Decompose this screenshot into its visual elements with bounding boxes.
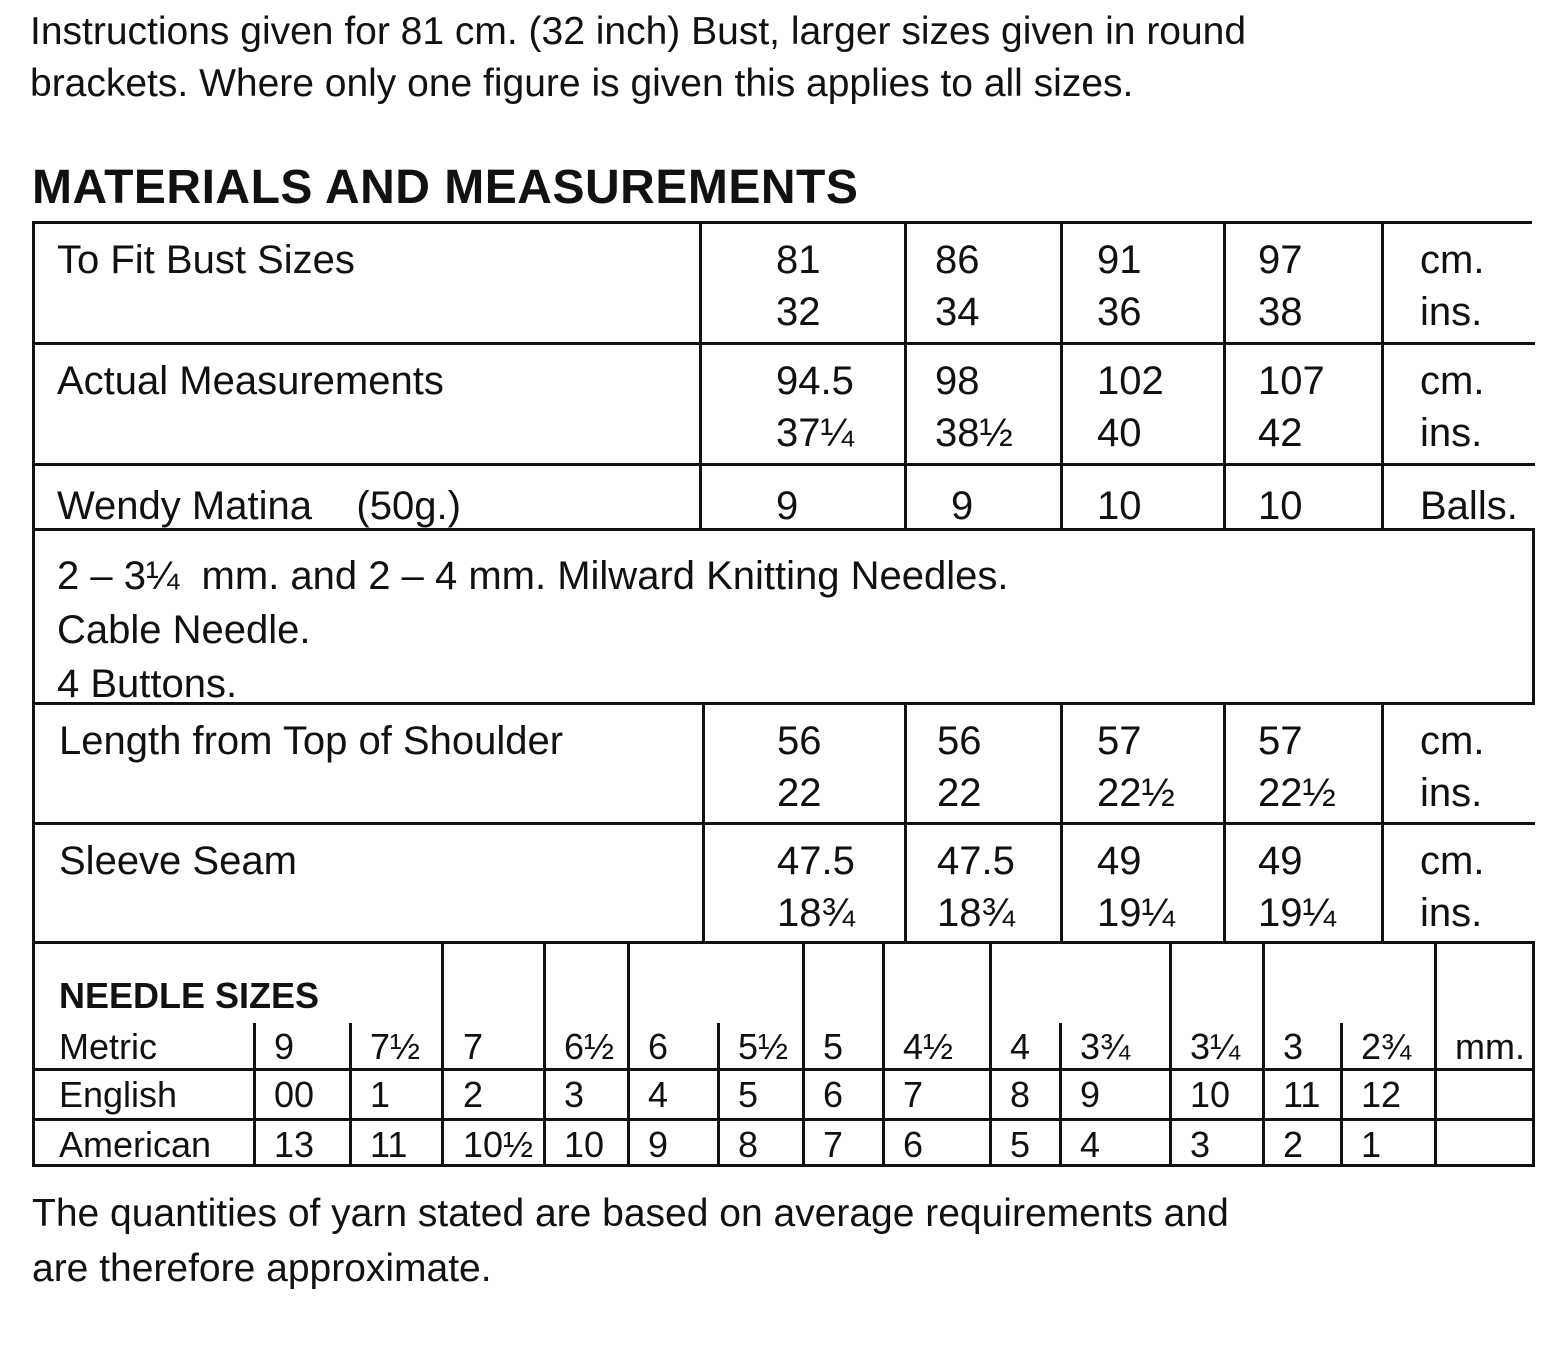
length-size-4 — [1223, 705, 1381, 822]
bust-size-1-ins: 32 — [776, 290, 821, 334]
materials-cable-needle: Cable Needle. — [57, 608, 311, 652]
needle-american-12: 2 — [1283, 1124, 1304, 1165]
needle-english-6: 5 — [738, 1074, 759, 1115]
length-size-2-cm: 56 — [937, 719, 982, 763]
actual-size-2-cm: 98 — [935, 359, 980, 403]
row-sleeve — [35, 825, 1535, 944]
sleeve-size-1-ins: 18¾ — [777, 891, 855, 935]
needle-american-8: 6 — [903, 1124, 924, 1165]
sleeve-size-1-cm: 47.5 — [777, 839, 855, 883]
sleeve-size-2-cm: 47.5 — [937, 839, 1015, 883]
needle-american-6: 8 — [738, 1124, 759, 1165]
needle-english-13: 12 — [1361, 1074, 1402, 1115]
row-length — [35, 705, 1535, 825]
actual-size-1-ins: 37¼ — [776, 411, 854, 455]
sleeve-size-4-cm: 49 — [1258, 839, 1303, 883]
needle-american-10: 4 — [1080, 1124, 1101, 1165]
needle-american-7: 7 — [823, 1124, 844, 1165]
bust-unit-ins: ins. — [1420, 290, 1483, 334]
length-units — [1381, 705, 1535, 822]
actual-unit-ins: ins. — [1420, 411, 1483, 455]
needle-american-3: 10½ — [463, 1124, 534, 1165]
length-size-3-ins: 22½ — [1097, 771, 1175, 815]
actual-size-2 — [904, 345, 1060, 463]
needle-english-2: 1 — [370, 1074, 391, 1115]
needle-american-5: 9 — [648, 1124, 669, 1165]
bust-size-3-cm: 91 — [1097, 238, 1142, 282]
length-size-4-cm: 57 — [1258, 719, 1303, 763]
yarn-balls-3: 10 — [1060, 466, 1223, 528]
bust-size-4-cm: 97 — [1258, 238, 1303, 282]
needle-metric-3: 7 — [463, 1026, 484, 1067]
row-yarn — [35, 466, 1535, 531]
needle-metric-9: 4 — [1010, 1026, 1031, 1067]
sleeve-label: Sleeve Seam — [59, 839, 297, 883]
bust-size-4 — [1223, 224, 1381, 342]
needle-metric-14: mm. — [1455, 1026, 1525, 1067]
needle-metric-7: 5 — [823, 1026, 844, 1067]
needle-american-11: 3 — [1190, 1124, 1211, 1165]
length-size-2-ins: 22 — [937, 771, 982, 815]
sleeve-units — [1381, 825, 1535, 941]
actual-size-1-cm: 94.5 — [776, 359, 854, 403]
needle-english-1: 00 — [274, 1074, 315, 1115]
needle-english-10: 9 — [1080, 1074, 1101, 1115]
actual-size-4 — [1223, 345, 1381, 463]
actual-size-4-ins: 42 — [1258, 411, 1303, 455]
needle-row-label-american: American — [59, 1124, 212, 1165]
needle-metric-5: 6 — [648, 1026, 669, 1067]
yarn-balls-4: 10 — [1223, 466, 1381, 528]
needle-american-2: 11 — [370, 1124, 408, 1165]
needle-row-label-metric: Metric — [59, 1026, 157, 1067]
footer-line-2: are therefore approximate. — [32, 1247, 492, 1290]
footer-line-1: The quantities of yarn stated are based on average requirements and — [32, 1192, 1229, 1235]
length-size-3 — [1060, 705, 1223, 822]
needle-american-4: 10 — [564, 1124, 605, 1165]
actual-label: Actual Measurements — [57, 359, 444, 403]
actual-size-1 — [699, 345, 904, 463]
needle-metric-12: 3 — [1283, 1026, 1304, 1067]
actual-size-3-cm: 102 — [1097, 359, 1164, 403]
needle-metric-8: 4½ — [903, 1026, 954, 1067]
section-heading: MATERIALS AND MEASUREMENTS — [32, 161, 859, 214]
footer-note — [32, 1186, 1542, 1296]
actual-size-3 — [1060, 345, 1223, 463]
actual-units — [1381, 345, 1535, 463]
length-unit-ins: ins. — [1420, 771, 1483, 815]
bust-size-2 — [904, 224, 1060, 342]
sleeve-size-3-ins: 19¼ — [1097, 891, 1175, 935]
yarn-balls-2: 9 — [904, 466, 1060, 528]
bust-size-3-ins: 36 — [1097, 290, 1142, 334]
bust-size-1 — [699, 224, 904, 342]
sleeve-size-1 — [702, 825, 904, 941]
needle-metric-2: 7½ — [370, 1026, 421, 1067]
bust-size-3 — [1060, 224, 1223, 342]
materials-needles: 2 – 3¼ mm. and 2 – 4 mm. Milward Knitting Needles. — [57, 554, 1009, 598]
bust-units — [1381, 224, 1535, 342]
sleeve-unit-ins: ins. — [1420, 891, 1483, 935]
needle-english-11: 10 — [1190, 1074, 1231, 1115]
sleeve-size-2-ins: 18¾ — [937, 891, 1015, 935]
row-actual-measurements — [35, 345, 1535, 466]
length-size-4-ins: 22½ — [1258, 771, 1336, 815]
length-unit-cm: cm. — [1420, 719, 1485, 763]
bust-size-4-ins: 38 — [1258, 290, 1303, 334]
bust-label: To Fit Bust Sizes — [57, 238, 355, 282]
needle-row-metric — [35, 1023, 1535, 1071]
needle-row-label-english: English — [59, 1074, 178, 1115]
actual-size-2-ins: 38½ — [935, 411, 1013, 455]
needle-american-14 — [1435, 1121, 1535, 1167]
actual-size-3-ins: 40 — [1097, 411, 1142, 455]
yarn-label: Wendy Matina (50g.) — [57, 484, 461, 528]
bust-size-1-cm: 81 — [776, 238, 821, 282]
yarn-unit: Balls. — [1381, 466, 1535, 528]
row-bust-sizes — [35, 224, 1535, 345]
needle-english-7: 6 — [823, 1074, 844, 1115]
intro-text — [30, 6, 1540, 110]
needle-american-1: 13 — [274, 1124, 315, 1165]
needle-metric-1: 9 — [274, 1026, 295, 1067]
actual-unit-cm: cm. — [1420, 359, 1485, 403]
needle-sizes-block — [35, 944, 1535, 1167]
length-size-1-cm: 56 — [777, 719, 822, 763]
length-size-2 — [904, 705, 1060, 822]
sleeve-unit-cm: cm. — [1420, 839, 1485, 883]
length-size-1 — [702, 705, 904, 822]
needle-english-3: 2 — [463, 1074, 484, 1115]
needle-english-9: 8 — [1010, 1074, 1031, 1115]
length-label: Length from Top of Shoulder — [59, 719, 564, 763]
needle-metric-10: 3¾ — [1080, 1026, 1131, 1067]
sleeve-size-3-cm: 49 — [1097, 839, 1142, 883]
needle-row-american — [35, 1118, 1535, 1167]
materials-list — [35, 531, 1535, 706]
needle-american-13: 1 — [1361, 1124, 1382, 1165]
bust-size-2-ins: 34 — [935, 290, 980, 334]
needle-english-8: 7 — [903, 1074, 924, 1115]
bust-size-2-cm: 86 — [935, 238, 980, 282]
yarn-balls-1: 9 — [699, 466, 904, 528]
materials-buttons: 4 Buttons. — [57, 662, 238, 706]
actual-size-4-cm: 107 — [1258, 359, 1325, 403]
sleeve-size-4 — [1223, 825, 1381, 941]
materials-table — [32, 221, 1532, 1167]
bust-unit-cm: cm. — [1420, 238, 1485, 282]
sleeve-size-3 — [1060, 825, 1223, 941]
needle-english-12: 11 — [1283, 1074, 1321, 1115]
needle-english-14 — [1435, 1071, 1535, 1116]
intro-line-1: Instructions given for 81 cm. (32 inch) Bust, larger sizes given in round — [30, 10, 1247, 53]
sleeve-size-4-ins: 19¼ — [1258, 891, 1336, 935]
sleeve-size-2 — [904, 825, 1060, 941]
needle-metric-11: 3¼ — [1190, 1026, 1241, 1067]
needle-metric-6: 5½ — [738, 1026, 789, 1067]
needle-english-5: 4 — [648, 1074, 669, 1115]
needle-row-english — [35, 1068, 1535, 1116]
length-size-1-ins: 22 — [777, 771, 822, 815]
length-size-3-cm: 57 — [1097, 719, 1142, 763]
row-materials — [35, 531, 1535, 705]
needle-american-9: 5 — [1010, 1124, 1031, 1165]
needle-english-4: 3 — [564, 1074, 585, 1115]
needle-metric-4: 6½ — [564, 1026, 615, 1067]
needle-metric-13: 2¾ — [1361, 1026, 1412, 1067]
needle-sizes-title: NEEDLE SIZES — [59, 975, 320, 1016]
intro-line-2: brackets. Where only one figure is given this applies to all sizes. — [30, 62, 1134, 105]
